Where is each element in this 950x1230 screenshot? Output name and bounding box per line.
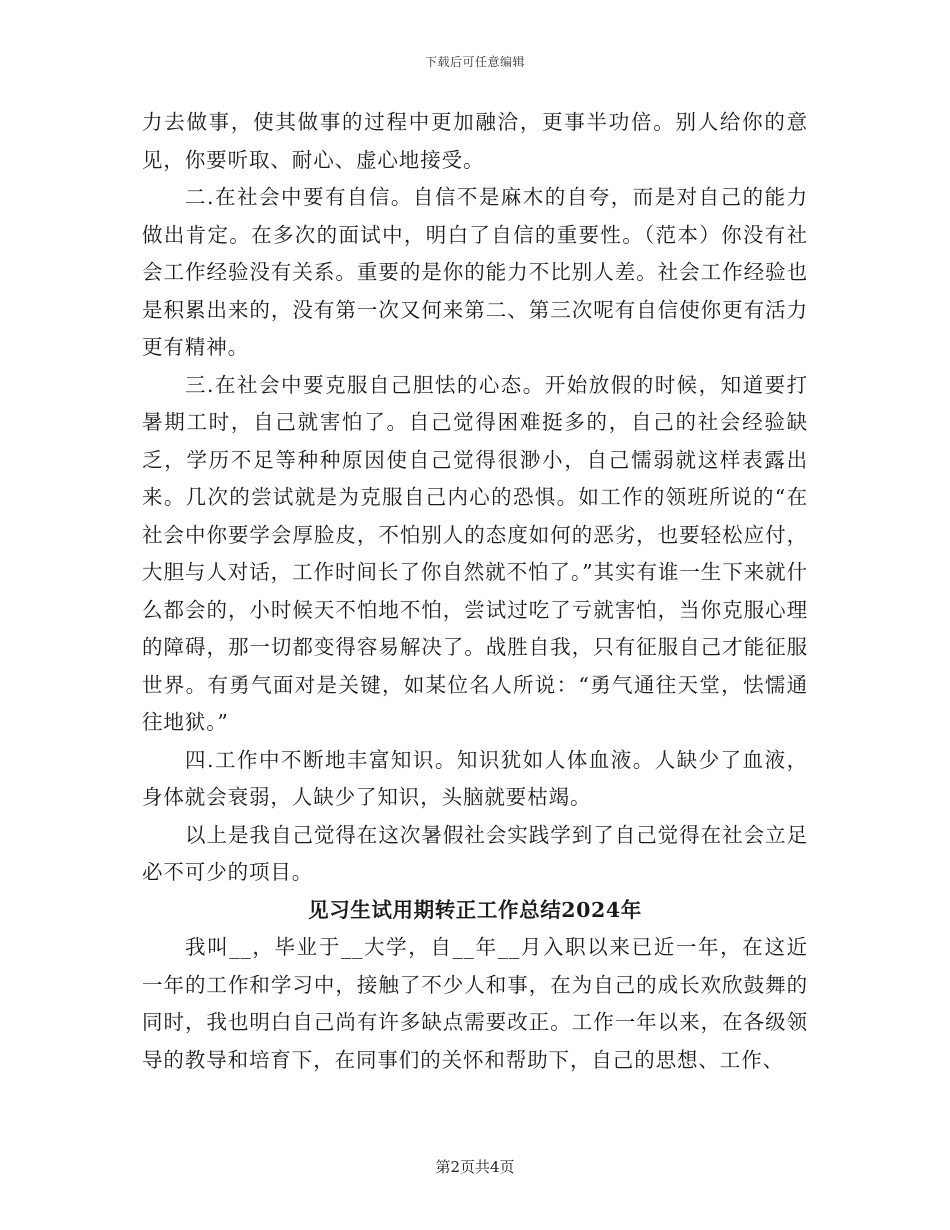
document-body bbox=[142, 104, 808, 1079]
page-header: 下载后可任意编辑 bbox=[424, 55, 525, 69]
paragraph-conclusion: 以上是我自己觉得在这次暑假社会实践学到了自己觉得在社会立足必不可少的项目。 bbox=[142, 822, 808, 884]
paragraph-knowledge: 四.工作中不断地丰富知识。知识犹如人体血液。人缺少了血液，身体就会衰弱，人缺少了知识，头脑就要枯竭。 bbox=[142, 747, 808, 809]
paragraph-continuation: 力去做事，使其做事的过程中更加融洽，更事半功倍。别人给你的意见，你要听取、耐心、虚心地接受。 bbox=[142, 110, 808, 172]
section-title: 见习生试用期转正工作总结2024年 bbox=[308, 897, 642, 922]
paragraph-intro: 我叫__，毕业于__大学，自__年__月入职以来已近一年，在这近一年的工作和学习中，接触了不少人和事，在为自己的成长欢欣鼓舞的同时，我也明白自己尚有许多缺点需要改正。工作一年以来，在各级领导的教导和培育下，在同事们的关怀和帮助下，自己的思想、工作、 bbox=[142, 935, 808, 1072]
paragraph-confidence: 二.在社会中要有自信。自信不是麻木的自夸，而是对自己的能力做出肯定。在多次的面试中，明白了自信的重要性。（范本）你没有社会工作经验没有关系。重要的是你的能力不比别人差。社会工作经验也是积累出来的，没有第一次又何来第二、第三次呢有自信使你更有活力更有精神。 bbox=[142, 185, 808, 359]
page-footer: 第2页共4页 bbox=[435, 1158, 515, 1176]
paragraph-overcome-timidity: 三.在社会中要克服自己胆怯的心态。开始放假的时候，知道要打暑期工时，自己就害怕了。自己觉得困难挺多的，自己的社会经验缺乏，学历不足等种种原因使自己觉得很渺小，自己懦弱就这样表露出来。几次的尝试就是为克服自己内心的恐惧。如工作的领班所说的“在社会中你要学会厚脸皮，不怕别人的态度如何的恶劣，也要轻松应付，大胆与人对话，工作时间长了你自然就不怕了。”其实有谁一生下来就什么都会的，小时候天不怕地不怕，尝试过吃了亏就害怕，当你克服心理的障碍，那一切都变得容易解决了。战胜自我，只有征服自己才能征服世界。有勇气面对是关键，如某位名人所说：“勇气通往天堂，怯懦通往地狱。” bbox=[142, 372, 808, 734]
